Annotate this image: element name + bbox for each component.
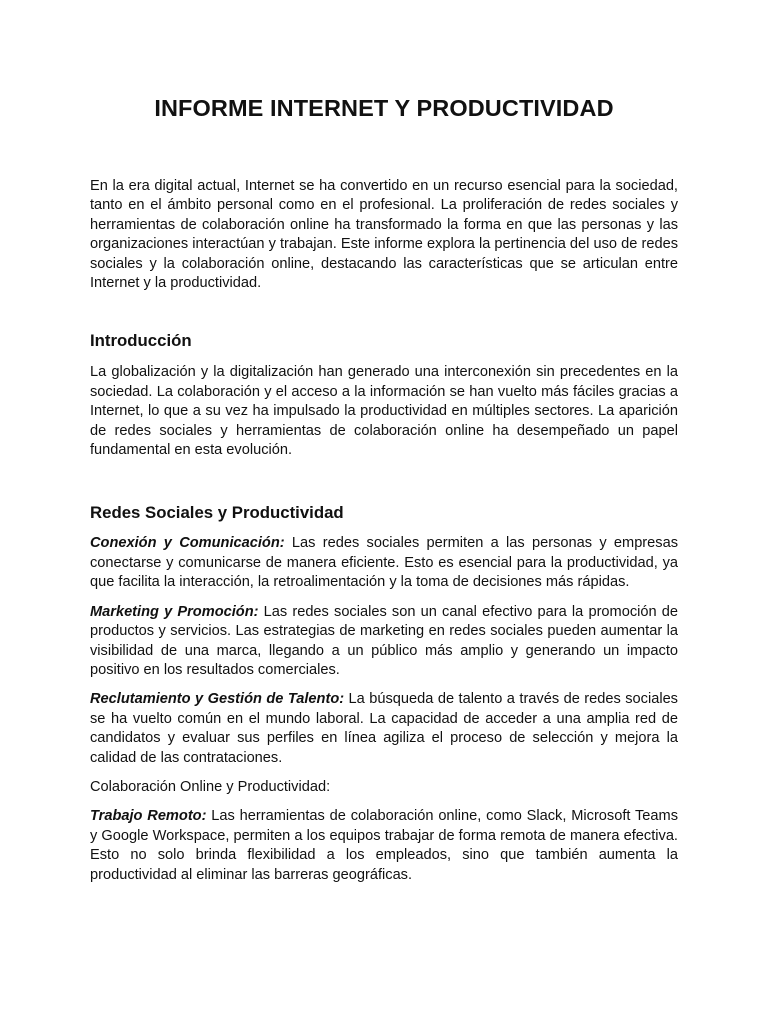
paragraph-reclutamiento-talento: [90, 690, 678, 768]
lead-conexion-comunicacion: Conexión y Comunicación:: [90, 535, 285, 552]
text-trabajo-remoto: Las herramientas de colaboración online, como Slack, Microsoft Teams y Google Workspace, permiten a los equipos trabajar de forma remota de manera efectiva. Esto no solo brinda flexibilidad a los empleados, sino que también aumenta la productividad al eliminar las barreras geográficas.: [90, 808, 678, 883]
section-heading-redes-sociales: Redes Sociales y Productividad: [90, 503, 344, 523]
text-conexion-comunicacion: Las redes sociales permiten a las personas y empresas conectarse y comunicarse de manera eficiente. Esto es esencial para la productividad, ya que facilita la interacción, la retroalimentación y la toma de decisiones más rápidas.: [90, 535, 678, 591]
paragraph-trabajo-remoto: [90, 807, 678, 885]
intro-paragraph: En la era digital actual, Internet se ha convertido en un recurso esencial para la sociedad, tanto en el ámbito personal como en el profesional. La proliferación de redes sociales y herramientas de colaboración online ha transformado la forma en que las personas y las organizaciones interactúan y trabajan. Este informe explora la pertinencia del uso de redes sociales y la colaboración online, destacando las características que se articulan entre Internet y la productividad.: [90, 178, 678, 292]
lead-reclutamiento-talento: Reclutamiento y Gestión de Talento:: [90, 691, 345, 708]
paragraph-conexion-comunicacion: [90, 534, 678, 592]
document-title: INFORME INTERNET Y PRODUCTIVIDAD: [154, 95, 614, 121]
lead-marketing-promocion: Marketing y Promoción:: [90, 603, 259, 620]
text-reclutamiento-talento: La búsqueda de talento a través de redes sociales se ha vuelto común en el mundo laboral. La capacidad de acceder a una amplia red de candidatos y evaluar sus perfiles en línea agiliza el proceso de selección y mejora la calidad de las contrataciones.: [90, 691, 678, 766]
lead-trabajo-remoto: Trabajo Remoto:: [90, 808, 207, 825]
section-heading-introduccion: Introducción: [90, 331, 192, 351]
paragraph-marketing-promocion: [90, 603, 678, 681]
text-marketing-promocion: Las redes sociales son un canal efectivo para la promoción de productos y servicios. Las estrategias de marketing en redes sociales pueden aumentar la visibilidad de una marca, llegando a un público más amplio y generando un impacto positivo en los resultados comerciales.: [90, 603, 678, 678]
introduccion-paragraph: La globalización y la digitalización han generado una interconexión sin precedentes en la sociedad. La colaboración y el acceso a la información se han vuelto más fáciles gracias a Internet, lo que a su vez ha impulsado la productividad en múltiples sectores. La aparición de redes sociales y herramientas de colaboración online ha desempeñado un papel fundamental en esta evolución.: [90, 364, 678, 459]
section-heading-colaboracion-online: Colaboración Online y Productividad:: [90, 778, 331, 795]
